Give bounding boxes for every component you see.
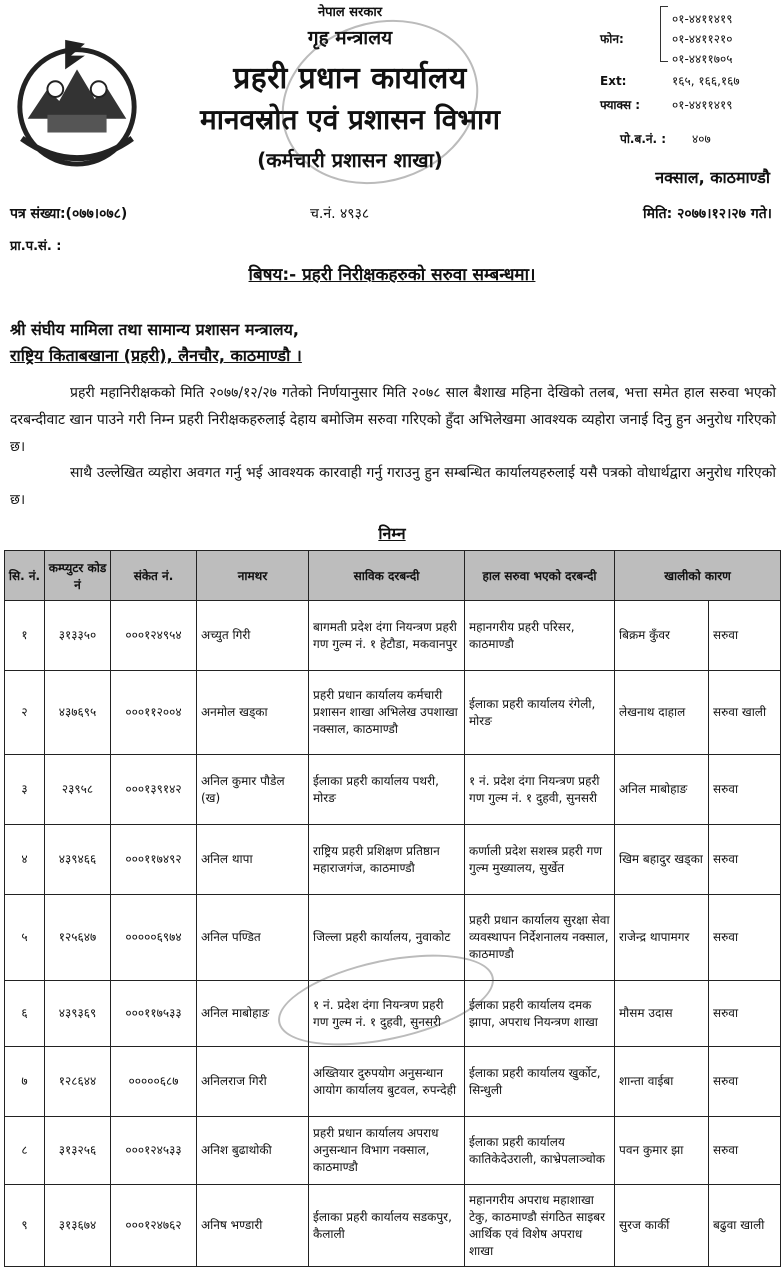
reference-number: पत्र संख्या:(०७७।०७८): [10, 206, 128, 222]
cell-current: प्रहरी प्रधान कार्यालय सुरक्षा सेवा व्यवस्थापन निर्देशनालय नक्साल, काठमाण्डौ: [465, 895, 615, 981]
subject-text: बिषय:- प्रहरी निरीक्षकहरुको सरुवा सम्बन्धमा।: [248, 265, 536, 285]
section-title: (कर्मचारी प्रशासन शाखा): [257, 148, 443, 172]
cell-code: ४३७६९५: [45, 671, 111, 755]
cell-reason: सरुवा: [709, 981, 781, 1047]
cell-code: ३१३६७४: [45, 1185, 111, 1267]
letter-subject: [0, 262, 784, 285]
table-row: [5, 601, 781, 671]
cell-previous: जिल्ला प्रहरी कार्यालय, नुवाकोट: [309, 895, 465, 981]
list-heading: निम्न: [378, 524, 406, 543]
cell-current: महानगरीय प्रहरी परिसर, काठमाण्डौ: [465, 601, 615, 671]
cell-vacancy-name: सुरज कार्की: [615, 1185, 709, 1267]
cell-sanket: ०००१२४५३३: [111, 1117, 197, 1185]
pps-label: प्रा.प.सं. :: [10, 239, 62, 254]
cell-current: ईलाका प्रहरी कार्यालय दमक झापा, अपराध नियन्त्रण शाखा: [465, 981, 615, 1047]
cell-current: कर्णाली प्रदेश सशस्त्र प्रहरी गण गुल्म मुख्यालय, सुर्खेत: [465, 825, 615, 895]
cell-code: २३९५८: [45, 755, 111, 825]
table-row: [5, 825, 781, 895]
pobox-label: पो.ब.नं. :: [620, 132, 667, 146]
cell-current: ईलाका प्रहरी कार्यालय रंगेली, मोरङ: [465, 671, 615, 755]
header-name: नामथर: [197, 551, 309, 601]
body-paragraph-1: प्रहरी महानिरीक्षकको मिति २०७७/१२/२७ गतेको निर्णयानुसार मिति २०७८ साल बैशाख महिना देखिको तलब, भत्ता समेत हाल सरुवा भएको दरबन्दीवाट खान पाउने गरी निम्न प्रहरी निरीक्षकहरुलाई देहाय बमोजिम सरुवा गरिएको हुँदा अभिलेखमा आवश्यक व्यहोरा जनाई दिनु हुन अनुरोध गरिएको छ।: [10, 385, 776, 455]
cell-reason: सरुवा खाली: [709, 671, 781, 755]
cell-sn: १: [5, 601, 45, 671]
cell-code: ४३९३६९: [45, 981, 111, 1047]
table-row: [5, 755, 781, 825]
cell-previous: अख्तियार दुरुपयोग अनुसन्धान आयोग कार्यालय बुटवल, रुपन्देही: [309, 1047, 465, 1117]
cell-name: अनिल पण्डित: [197, 895, 309, 981]
cell-previous: ईलाका प्रहरी कार्यालय सडकपुर, कैलाली: [309, 1185, 465, 1267]
department-title: मानवस्रोत एवं प्रशासन विभाग: [199, 103, 501, 136]
cell-vacancy-name: खिम बहादुर खड्का: [615, 825, 709, 895]
cell-reason: सरुवा: [709, 1117, 781, 1185]
table-header-row: [5, 551, 781, 601]
cell-previous: प्रहरी प्रधान कार्यालय अपराध अनुसन्धान विभाग नक्साल, काठमाण्डौ: [309, 1117, 465, 1185]
cell-sn: ६: [5, 981, 45, 1047]
header-vacancy-reason: खालीको कारण: [615, 551, 781, 601]
cell-vacancy-name: शान्ता वाईबा: [615, 1047, 709, 1117]
cell-sanket: ०००१२४९५४: [111, 601, 197, 671]
fax-label: फ्याक्स :: [600, 98, 641, 112]
cell-sn: ५: [5, 895, 45, 981]
cell-code: ३१३२५६: [45, 1117, 111, 1185]
table-row: [5, 1117, 781, 1185]
addressee-line-1: श्री संघीय मामिला तथा सामान्य प्रशासन मन्त्रालय,: [10, 320, 299, 339]
header-current: हाल सरुवा भएको दरबन्दी: [465, 551, 615, 601]
header-previous: साविक दरबन्दी: [309, 551, 465, 601]
table-row: [5, 1047, 781, 1117]
cell-reason: सरुवा: [709, 825, 781, 895]
cell-sn: ७: [5, 1047, 45, 1117]
cell-reason: सरुवा: [709, 1047, 781, 1117]
cell-vacancy-name: राजेन्द्र थापामगर: [615, 895, 709, 981]
cell-code: १२८६४४: [45, 1047, 111, 1117]
fax-value: ०१-४४११४१९: [672, 98, 733, 112]
pobox-value: ४०७: [692, 132, 711, 146]
cell-name: अनमोल खड्का: [197, 671, 309, 755]
cell-current: ईलाका प्रहरी कार्यालय कातिकेदेउराली, काभ्रेपलाञ्चोक: [465, 1117, 615, 1185]
cell-vacancy-name: मौसम उदास: [615, 981, 709, 1047]
ext-value: १६५, १६६,१६७: [672, 74, 740, 88]
phone-3: ०१-४४११७०५: [672, 52, 733, 66]
cell-name: अनिल माबोहाङ: [197, 981, 309, 1047]
dispatch-number: च.नं. ४९३८: [310, 206, 370, 222]
table-row: [5, 1185, 781, 1267]
cell-reason: बढुवा खाली: [709, 1185, 781, 1267]
transfer-table: [4, 550, 781, 1267]
body-paragraph-2: साथै उल्लेखित व्यहोरा अवगत गर्नु भई आवश्यक कारवाही गर्नु गराउनु हुन सम्बन्धित कार्यालयहरुलाई यसै पत्रको वोधार्थद्वारा अनुरोध गरिएको छ।: [10, 465, 776, 508]
cell-sanket: ०००००६८७: [111, 1047, 197, 1117]
cell-previous: ईलाका प्रहरी कार्यालय पथरी, मोरङ: [309, 755, 465, 825]
cell-sn: ८: [5, 1117, 45, 1185]
cell-name: अच्युत गिरी: [197, 601, 309, 671]
phone-2: ०१-४४११२१०: [672, 32, 733, 46]
cell-reason: सरुवा: [709, 755, 781, 825]
cell-code: १२५६४७: [45, 895, 111, 981]
cell-current: १ नं. प्रदेश दंगा नियन्त्रण प्रहरी गण गुल्म नं. १ दुहवी, सुनसरी: [465, 755, 615, 825]
phone-1: ०१-४४११४१९: [672, 12, 733, 26]
cell-name: अनिश बुढाथोकी: [197, 1117, 309, 1185]
office-location: नक्साल, काठमाण्डौ: [655, 168, 770, 187]
cell-reason: सरुवा: [709, 601, 781, 671]
cell-sanket: ०००१३९१४२: [111, 755, 197, 825]
cell-current: महानगरीय अपराध महाशाखा टेकु, काठमाण्डौ संगठित साइबर आर्थिक एवं विशेष अपराध शाखा: [465, 1185, 615, 1267]
header-code: कम्प्युटर कोड नं: [45, 551, 111, 601]
cell-sanket: ०००११७५३३: [111, 981, 197, 1047]
cell-sn: २: [5, 671, 45, 755]
cell-name: अनिल थापा: [197, 825, 309, 895]
ext-label: Ext:: [600, 74, 627, 88]
cell-reason: सरुवा: [709, 895, 781, 981]
ministry-title: गृह मन्त्रालय: [307, 27, 393, 49]
addressee-line-2: राष्ट्रिय किताबखाना (प्रहरी), लैनचौर, काठमाण्डौ ।: [10, 346, 302, 365]
cell-sn: ९: [5, 1185, 45, 1267]
cell-sn: ४: [5, 825, 45, 895]
cell-vacancy-name: लेखनाथ दाहाल: [615, 671, 709, 755]
cell-code: ३१३३५०: [45, 601, 111, 671]
cell-previous: प्रहरी प्रधान कार्यालय कर्मचारी प्रशासन शाखा अभिलेख उपशाखा नक्साल, काठमाण्डौ: [309, 671, 465, 755]
cell-vacancy-name: अनिल माबोहाङ: [615, 755, 709, 825]
cell-vacancy-name: बिक्रम कुँवर: [615, 601, 709, 671]
cell-previous: १ नं. प्रदेश दंगा नियन्त्रण प्रहरी गण गुल्म नं. १ दुहवी, सुनसरी: [309, 981, 465, 1047]
cell-previous: बागमती प्रदेश दंगा नियन्त्रण प्रहरी गण गुल्म नं. १ हेटौडा, मकवानपुर: [309, 601, 465, 671]
header-sanket: संकेत नं.: [111, 551, 197, 601]
cell-sanket: ०००१२४७६२: [111, 1185, 197, 1267]
cell-sanket: ०००११७४९२: [111, 825, 197, 895]
cell-code: ४३९४६६: [45, 825, 111, 895]
cell-name: अनिष भण्डारी: [197, 1185, 309, 1267]
cell-sn: ३: [5, 755, 45, 825]
cell-sanket: ०००००६९७४: [111, 895, 197, 981]
table-row: [5, 671, 781, 755]
cell-vacancy-name: पवन कुमार झा: [615, 1117, 709, 1185]
header-sn: सि. नं.: [5, 551, 45, 601]
office-title: प्रहरी प्रधान कार्यालय: [233, 61, 467, 96]
cell-name: अनिलराज गिरी: [197, 1047, 309, 1117]
government-title: नेपाल सरकार: [317, 5, 383, 20]
cell-name: अनिल कुमार पौडेल (ख): [197, 755, 309, 825]
cell-previous: राष्ट्रिय प्रहरी प्रशिक्षण प्रतिष्ठान महाराजगंज, काठमाण्डौ: [309, 825, 465, 895]
cell-sanket: ०००११२००४: [111, 671, 197, 755]
letter-date: मिति: २०७७।१२।२७ गते।: [643, 206, 772, 222]
cell-current: ईलाका प्रहरी कार्यालय खुर्कोट, सिन्धुली: [465, 1047, 615, 1117]
phone-label: फोन:: [600, 32, 624, 46]
